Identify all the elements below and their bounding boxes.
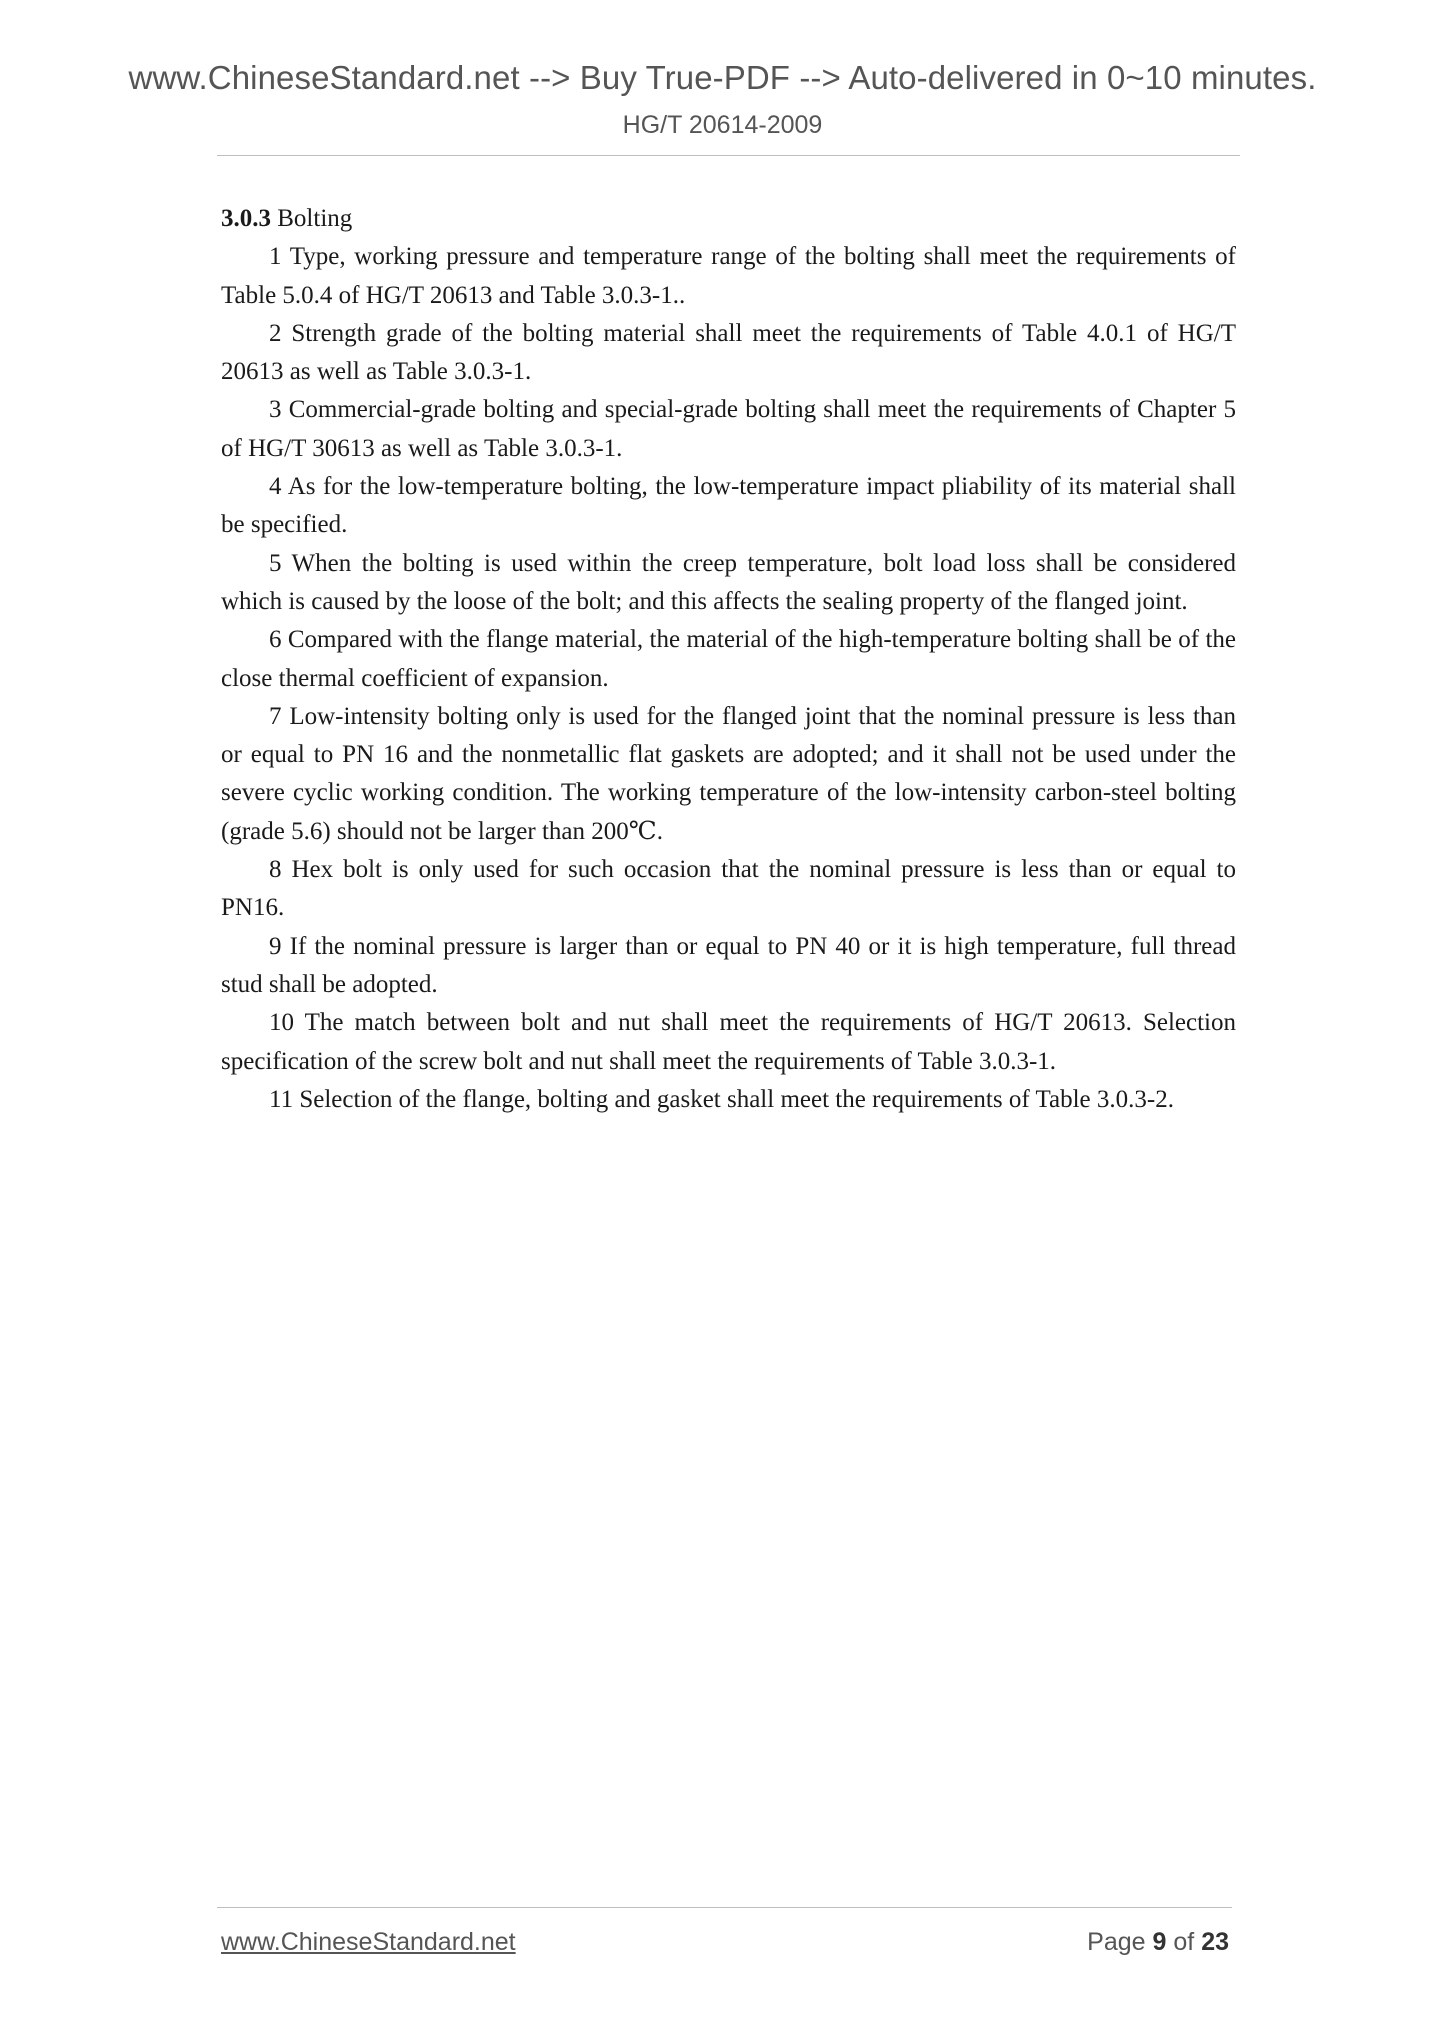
clause-6: 6 Compared with the flange material, the material of the high-temperature bolting shall be of the close thermal coefficient of expansion.	[221, 626, 1236, 692]
section-number: 3.0.3	[221, 205, 271, 232]
clause-11: 11 Selection of the flange, bolting and gasket shall meet the requirements of Table 3.0.3-2.	[269, 1085, 1174, 1113]
footer-divider	[217, 1907, 1232, 1908]
clause-7: 7 Low-intensity bolting only is used for the flanged joint that the nominal pressure is less than or equal to PN 16 and the nonmetallic flat gaskets are adopted; and it shall not be used under the severe cyclic working condition. The working temperature of the low-intensity carbon-steel bolting (grade 5.6) should not be larger than 200℃.	[221, 702, 1236, 845]
clause-10: 10 The match between bolt and nut shall meet the requirements of HG/T 20613. Selection specification of the screw bolt and nut shall meet the requirements of Table 3.0.3-1.	[221, 1009, 1236, 1075]
page-prefix: Page	[1087, 1928, 1146, 1956]
clause-5: 5 When the bolting is used within the creep temperature, bolt load loss shall be considered which is caused by the loose of the bolt; and this affects the sealing property of the flanged joint.	[221, 549, 1236, 615]
clause-9: 9 If the nominal pressure is larger than or equal to PN 40 or it is high temperature, full thread stud shall be adopted.	[221, 932, 1236, 998]
clause-2: 2 Strength grade of the bolting material shall meet the requirements of Table 4.0.1 of HG/T 20613 as well as Table 3.0.3-1.	[221, 319, 1236, 386]
page-of: of	[1173, 1928, 1195, 1956]
page-header	[0, 56, 1445, 142]
section-title: Bolting	[277, 205, 353, 232]
header-banner: www.ChineseStandard.net --> Buy True-PDF --> Auto-delivered in 0~10 minutes.	[128, 59, 1317, 96]
clause-4: 4 As for the low-temperature bolting, the low-temperature impact pliability of its material shall be specified.	[221, 473, 1236, 539]
standard-code: HG/T 20614-2009	[622, 111, 823, 139]
header-divider	[217, 155, 1240, 156]
clause-1: 1 Type, working pressure and temperature range of the bolting shall meet the requirements of Table 5.0.4 of HG/T 20613 and Table 3.0.3-1..	[221, 243, 1236, 309]
page-indicator	[1087, 1925, 1229, 1959]
page-current: 9	[1152, 1928, 1167, 1956]
document-body	[221, 200, 1236, 1119]
clause-3: 3 Commercial-grade bolting and special-grade bolting shall meet the requirements of Chapter 5 of HG/T 30613 as well as Table 3.0.3-1.	[221, 396, 1236, 462]
section-heading	[221, 200, 1236, 238]
footer-site-link[interactable]: www.ChineseStandard.net	[221, 1928, 516, 1956]
clause-8: 8 Hex bolt is only used for such occasion that the nominal pressure is less than or equal to PN16.	[221, 856, 1236, 922]
page-total: 23	[1201, 1928, 1229, 1956]
